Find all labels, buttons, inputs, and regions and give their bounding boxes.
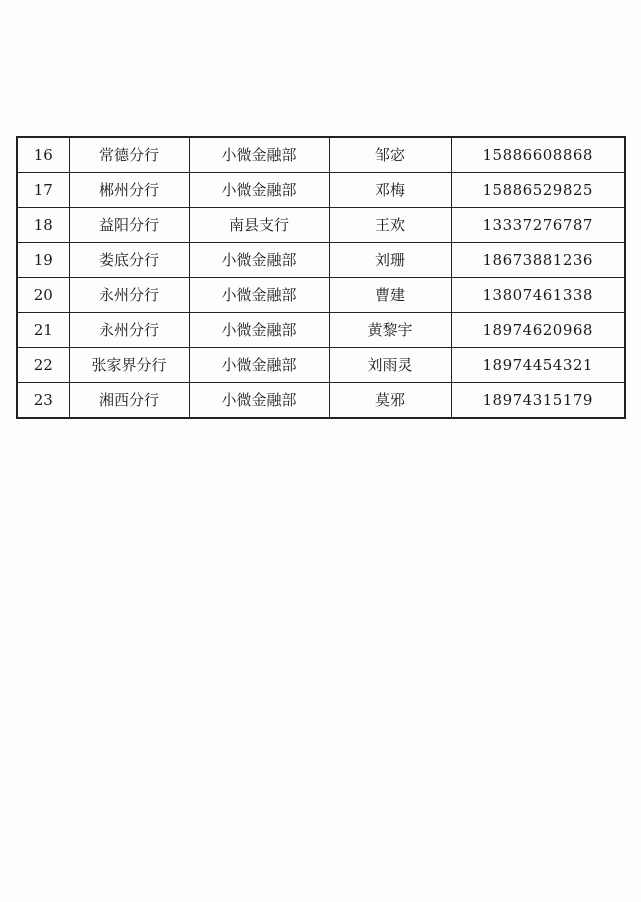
contact-name-cell: 曹建: [329, 278, 451, 313]
row-number: 21: [17, 313, 69, 348]
phone-cell: 18673881236: [451, 243, 625, 278]
table-row: [17, 208, 625, 243]
contact-table: [16, 136, 626, 419]
table-row: [17, 348, 625, 383]
row-number: 16: [17, 137, 69, 173]
department-cell: 小微金融部: [189, 348, 329, 383]
row-number: 18: [17, 208, 69, 243]
row-number: 19: [17, 243, 69, 278]
contact-name-cell: 邓梅: [329, 173, 451, 208]
table-row: [17, 383, 625, 419]
table-row: [17, 173, 625, 208]
phone-cell: 18974454321: [451, 348, 625, 383]
branch-cell: 郴州分行: [69, 173, 189, 208]
branch-cell: 娄底分行: [69, 243, 189, 278]
department-cell: 小微金融部: [189, 313, 329, 348]
contact-name-cell: 刘珊: [329, 243, 451, 278]
row-number: 17: [17, 173, 69, 208]
row-number: 22: [17, 348, 69, 383]
branch-cell: 湘西分行: [69, 383, 189, 419]
table-row: [17, 243, 625, 278]
branch-cell: 益阳分行: [69, 208, 189, 243]
phone-cell: 18974620968: [451, 313, 625, 348]
branch-cell: 永州分行: [69, 278, 189, 313]
department-cell: 小微金融部: [189, 383, 329, 419]
contact-name-cell: 莫邪: [329, 383, 451, 419]
branch-cell: 常德分行: [69, 137, 189, 173]
phone-cell: 15886529825: [451, 173, 625, 208]
phone-cell: 13337276787: [451, 208, 625, 243]
contact-name-cell: 王欢: [329, 208, 451, 243]
department-cell: 南县支行: [189, 208, 329, 243]
phone-cell: 15886608868: [451, 137, 625, 173]
table-row: [17, 278, 625, 313]
department-cell: 小微金融部: [189, 137, 329, 173]
contact-name-cell: 邹宓: [329, 137, 451, 173]
row-number: 23: [17, 383, 69, 419]
contact-name-cell: 黄黎宇: [329, 313, 451, 348]
department-cell: 小微金融部: [189, 278, 329, 313]
branch-cell: 永州分行: [69, 313, 189, 348]
phone-cell: 13807461338: [451, 278, 625, 313]
phone-cell: 18974315179: [451, 383, 625, 419]
department-cell: 小微金融部: [189, 243, 329, 278]
contact-name-cell: 刘雨灵: [329, 348, 451, 383]
table-row: [17, 137, 625, 173]
table-row: [17, 313, 625, 348]
department-cell: 小微金融部: [189, 173, 329, 208]
branch-cell: 张家界分行: [69, 348, 189, 383]
row-number: 20: [17, 278, 69, 313]
